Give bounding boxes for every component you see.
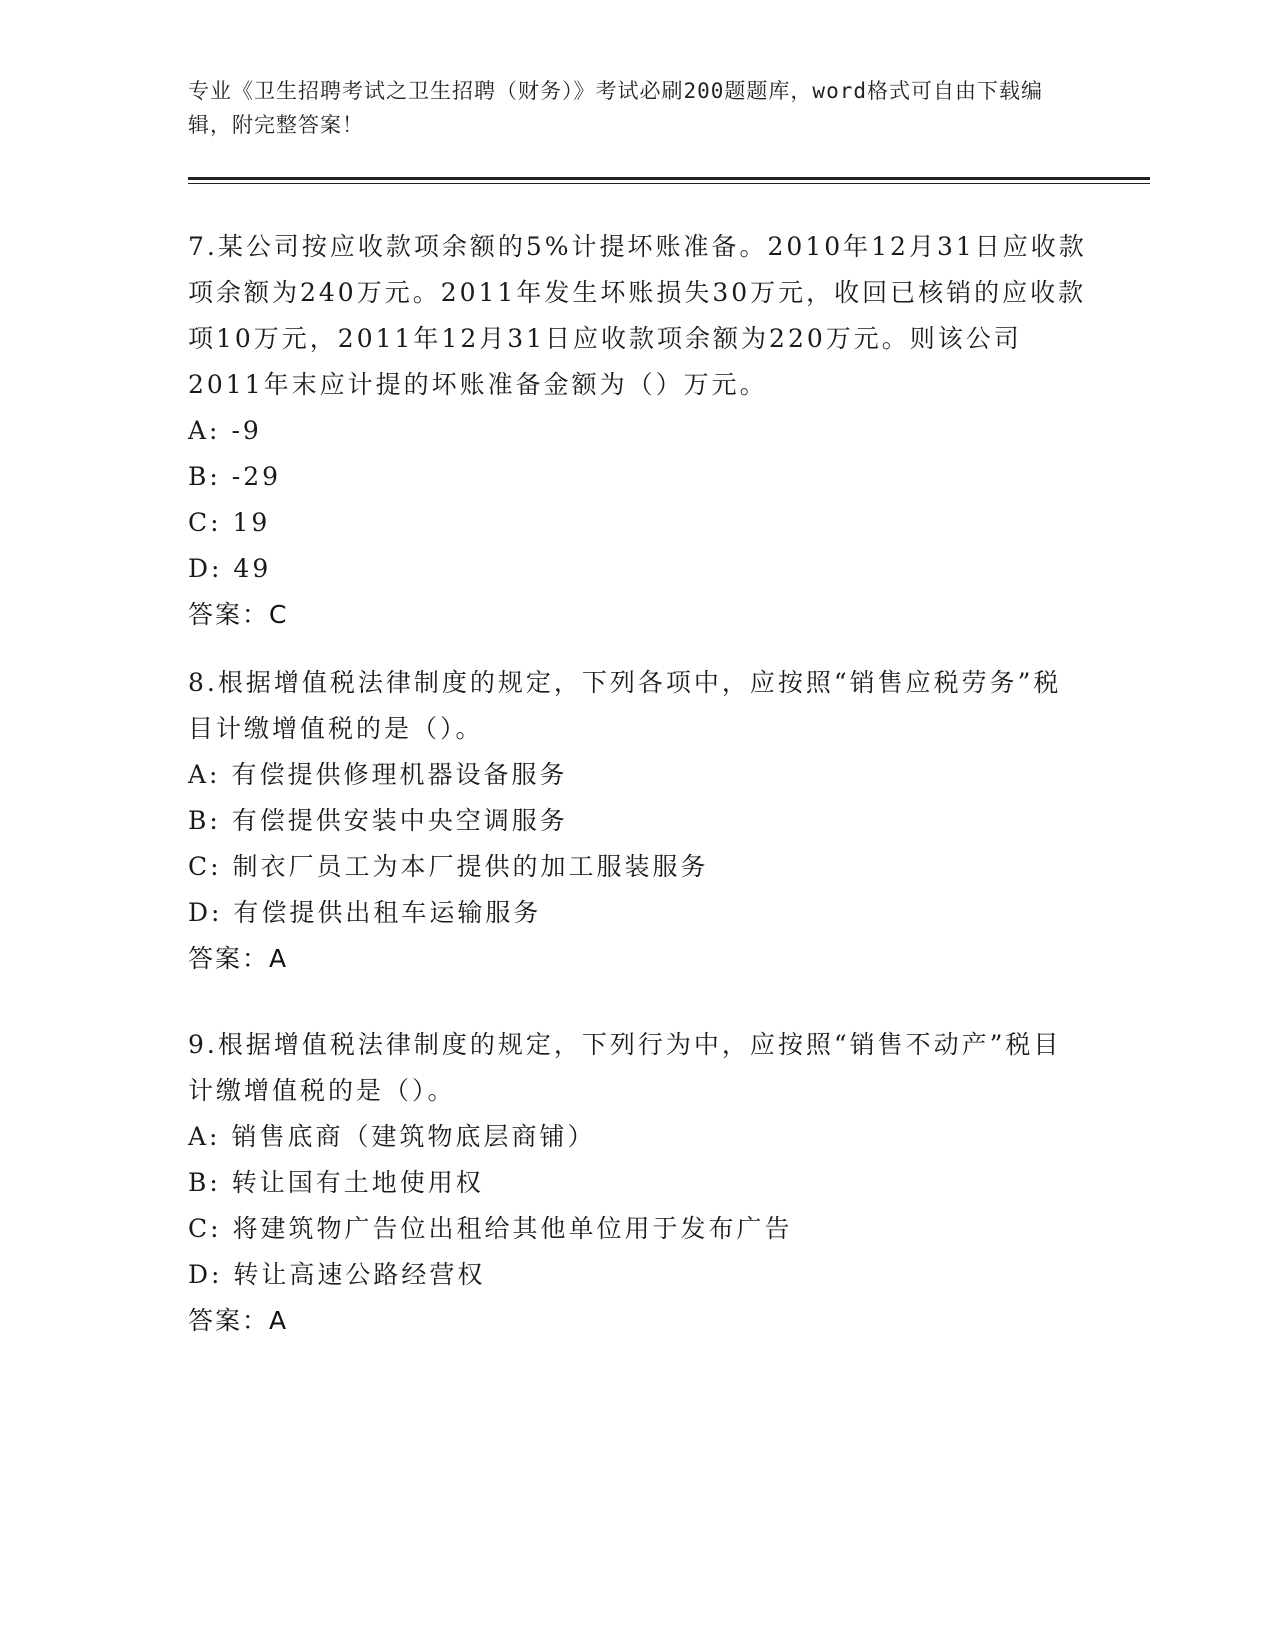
question-stem: 9.根据增值税法律制度的规定，下列行为中，应按照“销售不动产”税目计缴增值税的是（）。 xyxy=(188,1030,1062,1105)
question-7 xyxy=(188,224,1088,638)
option-text: 制衣厂员工为本厂提供的加工服装服务 xyxy=(232,852,709,881)
option-text: 转让国有土地使用权 xyxy=(231,1168,484,1197)
option-a xyxy=(188,1114,1088,1160)
option-d xyxy=(188,890,1088,936)
option-text: 销售底商（建筑物底层商铺） xyxy=(231,1122,596,1151)
option-b xyxy=(188,798,1088,844)
header-divider-thick xyxy=(188,177,1150,180)
answer-label: 答案： xyxy=(188,944,270,973)
answer-line xyxy=(188,1298,1088,1344)
option-text: 有偿提供出租车运输服务 xyxy=(233,898,542,927)
option-label: A: xyxy=(188,1122,221,1151)
answer-label: 答案： xyxy=(188,1306,270,1335)
option-d xyxy=(188,546,1088,592)
option-label: B: xyxy=(188,462,221,491)
option-label: C: xyxy=(188,508,222,537)
option-text: -29 xyxy=(231,462,282,491)
option-text: 将建筑物广告位出租给其他单位用于发布广告 xyxy=(232,1214,793,1243)
option-label: C: xyxy=(188,852,222,881)
option-label: B: xyxy=(188,1168,221,1197)
question-stem: 8.根据增值税法律制度的规定，下列各项中，应按照“销售应税劳务”税目计缴增值税的是（）。 xyxy=(188,668,1062,743)
answer-line xyxy=(188,592,1088,638)
option-label: C: xyxy=(188,1214,222,1243)
option-b xyxy=(188,1160,1088,1206)
option-c xyxy=(188,844,1088,890)
option-text: 转让高速公路经营权 xyxy=(233,1260,486,1289)
header-divider-thin xyxy=(188,183,1150,184)
answer-label: 答案： xyxy=(188,600,270,629)
option-label: D: xyxy=(188,1260,223,1289)
option-label: D: xyxy=(188,554,223,583)
option-c xyxy=(188,500,1088,546)
option-label: A: xyxy=(188,760,221,789)
option-b xyxy=(188,454,1088,500)
option-a xyxy=(188,752,1088,798)
option-text: 19 xyxy=(232,508,271,537)
question-9 xyxy=(188,1022,1088,1344)
document-header: 专业《卫生招聘考试之卫生招聘（财务）》考试必刷200题题库，word格式可自由下载编辑，附完整答案！ xyxy=(188,79,1043,137)
option-text: 49 xyxy=(233,554,272,583)
option-label: B: xyxy=(188,806,221,835)
option-label: D: xyxy=(188,898,223,927)
answer-value: A xyxy=(269,944,287,973)
option-c xyxy=(188,1206,1088,1252)
option-d xyxy=(188,1252,1088,1298)
option-text: 有偿提供安装中央空调服务 xyxy=(231,806,568,835)
answer-value: C xyxy=(269,600,287,629)
option-a xyxy=(188,408,1088,454)
answer-line xyxy=(188,936,1088,982)
option-label: A: xyxy=(188,416,221,445)
option-text: -9 xyxy=(231,416,262,445)
question-stem: 7.某公司按应收款项余额的5%计提坏账准备。2010年12月31日应收款项余额为240万元。2011年发生坏账损失30万元，收回已核销的应收款项10万元，2011年12月31日应收款项余额为220万元。则该公司2011年末应计提的坏账准备金额为（）万元。 xyxy=(188,232,1087,399)
question-8 xyxy=(188,660,1088,982)
option-text: 有偿提供修理机器设备服务 xyxy=(231,760,568,789)
answer-value: A xyxy=(269,1306,287,1335)
